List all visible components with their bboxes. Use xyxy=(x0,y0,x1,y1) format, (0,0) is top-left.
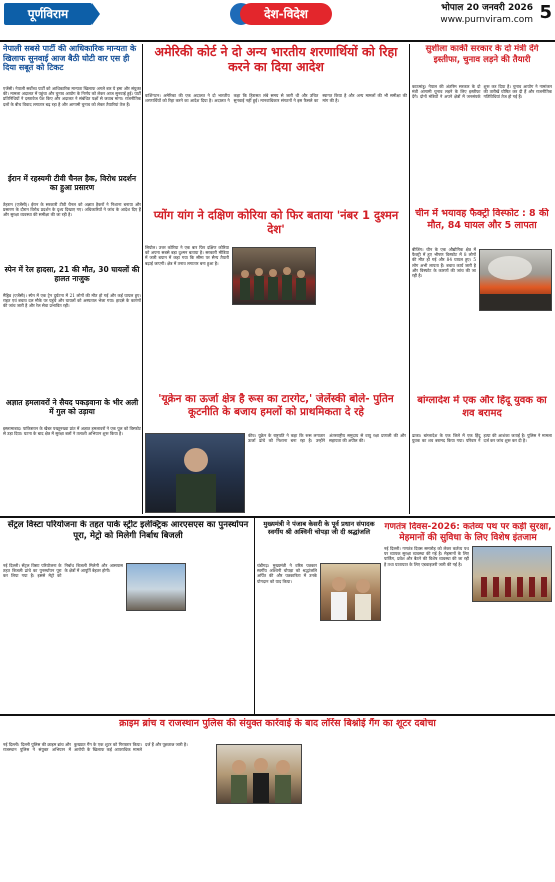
headline: स्पेन में रेल हादसा, 21 की मौत, 30 घायलों की हालत नाजुक xyxy=(4,265,140,283)
article-body-2 xyxy=(232,308,316,390)
section-rule xyxy=(0,714,555,716)
arrest-photo xyxy=(216,744,302,804)
article-us-court xyxy=(145,44,407,90)
zelensky-photo xyxy=(145,433,245,513)
article-central-vista xyxy=(3,520,253,560)
article-body: चंडीगढ़। मुख्यमंत्री ने वरिष्ठ पत्रकार स्वर्गीय अश्विनी चोपड़ा को श्रद्धांजलि अर्पित की और पत्रकारिता में उनके योगदान को याद किया। xyxy=(257,563,317,584)
article-body: इस्लामाबाद। पाकिस्तान के खैबर पख्तूनख्वा प्रांत में अज्ञात हमलावरों ने एक पुल को विस्फोट से उड़ा दिया। घटना के बाद क्षेत्र में सुरक्षा बलों ने तलाशी अभियान शुरू किया है। xyxy=(3,426,141,437)
article-china-blast xyxy=(412,208,552,244)
parade-photo xyxy=(472,546,552,602)
headline: गणतंत्र दिवस-2026: कर्तव्य पथ पर कड़ी सुरक्षा, मेहमानों की सुविधा के लिए विशेष इंतजाम xyxy=(384,522,552,543)
article-body-3 xyxy=(189,563,253,711)
article-zelensky xyxy=(145,393,407,431)
headline: सेंट्रल विस्टा परियोजना के तहत पार्क स्ट्रीट इलेक्ट्रिक आरएसएस का पुनर्स्थापन पूरा, मेट्रो को मिलेगी निर्बाध बिजली xyxy=(7,520,249,541)
article-crime-branch xyxy=(3,718,552,740)
photo-police xyxy=(217,745,302,804)
section-rule xyxy=(0,516,555,518)
article-nepal xyxy=(3,44,141,84)
article-iran xyxy=(3,174,141,200)
headline: 'यूक्रेन का ऊर्जा क्षेत्र है रूस का टारगेट,' जेलेंस्की बोले- पुतिन कूटनीति के बजाय हमलों को प्राथमिकता दे रहे xyxy=(158,393,394,418)
headline: सुशीला कार्की सरकार के दो मंत्री देंगे इस्तीफा, चुनाव लड़ने की तैयारी xyxy=(425,44,539,65)
article-body: वाशिंगटन। अमेरिका की एक अदालत ने दो भारतीय शरणार्थियों को रिहा करने का आदेश दिया है। अदालत ने कहा कि हिरासत लंबे समय से जारी थी और उचित सुनवाई नहीं हुई। मानवाधिकार संगठनों ने इस फैसले का स्वागत किया है और अन्य मामलों की भी समीक्षा की मांग की है। xyxy=(145,93,407,104)
article-spain xyxy=(3,265,141,291)
headline: अमेरिकी कोर्ट ने दो अन्य भारतीय शरणार्थियों को रिहा करने का दिया आदेश xyxy=(154,44,398,74)
article-body: सियोल। उत्तर कोरिया ने एक बार फिर दक्षिण कोरिया को अपना सबसे बड़ा दुश्मन बताया है। सरकारी मीडिया में जारी बयान में कहा गया कि सीमा पर सैन्य तैयारी बढ़ाई जाएगी। क्षेत्र में तनाव लगातार बना हुआ है। xyxy=(145,245,229,266)
date-text: भोपाल 20 जनवरी 2026 xyxy=(441,3,533,13)
article-body-2 xyxy=(126,613,186,711)
photo-people xyxy=(321,564,381,621)
photo-figures xyxy=(233,248,316,305)
headline: मुख्यमंत्री ने पंजाब केसरी के पूर्व प्रधान संपादक स्वर्गीय श्री अश्विनी चोपड़ा जी दी श्रद्धांजलि xyxy=(263,520,375,536)
headline: अज्ञात हमलावरों ने सैयद पकड़वाना के भीर अली में गुल को उड़ाया xyxy=(5,398,139,416)
page-number: 5 xyxy=(539,2,552,23)
article-nepal-ministers xyxy=(412,44,552,82)
article-body: तेहरान (एजेंसी)। ईरान के सरकारी टीवी चैनल को अज्ञात हैकरों ने निशाना बनाया और प्रसारण के दौरान विरोध प्रदर्शन के दृश्य दिखाए गए। अधिकारियों ने जांच के आदेश दिए हैं और सुरक्षा व्यवस्था की समीक्षा की जा रही है। xyxy=(3,202,141,218)
site-url: www.purnviram.com xyxy=(440,15,533,25)
section-title: देश-विदेश xyxy=(240,3,332,25)
article-body-3 xyxy=(305,742,552,880)
column-rule xyxy=(409,44,410,514)
factory-fire-photo xyxy=(479,249,552,311)
article-body: कीव। यूक्रेन के राष्ट्रपति ने कहा कि रूस लगातार ऊर्जा ढांचे को निशाना बना रहा है। उन्होंने अंतरराष्ट्रीय समुदाय से वायु रक्षा प्रणाली की और सहायता की अपील की। xyxy=(248,433,406,444)
article-body: नई दिल्ली। सेंट्रल विस्टा परियोजना के तहत बिजली ढांचे का पुनर्स्थापन पूरा कर लिया गया है। इससे मेट्रो को निर्बाध बिजली मिलेगी और आसपास के क्षेत्रों में आपूर्ति बेहतर होगी। xyxy=(3,563,123,579)
article-body-2 xyxy=(216,807,302,880)
headline: प्योंग यांग ने दक्षिण कोरिया को फिर बताया 'नंबर 1 दुश्मन देश' xyxy=(153,208,399,236)
photo-person xyxy=(146,434,245,513)
article-republic-day xyxy=(384,522,552,712)
headline: नेपाली सबसे पार्टी की आधिकारिक मान्यता के खिलाफ सुनवाई आज बैठी घोटी वार एस ही दिया सबूत को टिकट xyxy=(3,44,137,72)
column-rule xyxy=(142,44,143,514)
section-brand: पूर्णविराम xyxy=(4,3,92,25)
article-cm-tribute xyxy=(257,520,381,560)
dateline xyxy=(440,2,533,26)
article-body-2 xyxy=(479,314,552,392)
headline: चीन में भयावह फैक्ट्री विस्फोट : 8 की मौत, 84 घायल और 5 लापता xyxy=(415,208,549,231)
article-body: ढाका। बांग्लादेश के एक जिले में एक हिंदू युवक का शव बरामद किया गया। परिवार ने हत्या की आशंका जताई है। पुलिस ने मामला दर्ज कर जांच शुरू कर दी है। xyxy=(412,433,552,444)
headline: क्राइम ब्रांच व राजस्थान पुलिस की संयुक्त कार्रवाई के बाद लॉरेंस बिश्नोई गैंग का शूटर दबोचा xyxy=(119,718,436,729)
photo-parade xyxy=(473,547,552,602)
article-body: बीजिंग। चीन के एक औद्योगिक क्षेत्र में फैक्ट्री में हुए भीषण विस्फोट में 8 लोगों की मौत हो गई और 84 घायल हुए। 5 लोग अभी लापता हैं। बचाव कार्य जारी है और विस्फोट के कारणों की जांच की जा रही है। xyxy=(412,247,476,279)
soldiers-photo xyxy=(232,247,316,305)
article-north-korea xyxy=(145,208,407,242)
page-header xyxy=(0,0,555,42)
headline: बांग्लादेश में एक और हिंदू युवक का शव बरामद xyxy=(417,395,547,419)
article-body: नई दिल्ली। गणतंत्र दिवस समारोह को लेकर कर्तव्य पथ पर व्यापक सुरक्षा व्यवस्था की गई है। मेहमानों के लिए पार्किंग, प्रवेश और बैठने की विशेष व्यवस्था की जा रही है तथा यातायात के लिए एडवाइजरी जारी की गई है। xyxy=(384,546,469,567)
article-body: काठमांडू। नेपाल की अंतरिम सरकार के दो मंत्री आगामी चुनाव लड़ने के लिए इस्तीफा देंगे। दोनों मंत्रियों ने अपने क्षेत्रों में जनसंपर्क शुरू कर दिया है। चुनाव आयोग ने नामांकन की तारीखें घोषित कर दी हैं और राजनीतिक गतिविधियां तेज हो गई हैं। xyxy=(412,84,552,100)
article-body-3 xyxy=(320,245,406,390)
article-body: नई दिल्ली। दिल्ली पुलिस की क्राइम ब्रांच और राजस्थान पुलिस ने संयुक्त अभियान में कुख्यात गैंग के एक शूटर को गिरफ्तार किया। आरोपी के खिलाफ कई आपराधिक मामले दर्ज हैं और पूछताछ जारी है। xyxy=(3,742,188,753)
substation-photo xyxy=(126,563,186,611)
article-body: मैड्रिड (एजेंसी)। स्पेन में एक ट्रेन दुर्घटना में 21 लोगों की मौत हो गई और कई घायल हुए। राहत एवं बचाव दल मौके पर पहुंचे और घायलों को अस्पताल भेजा गया। हादसे के कारणों की जांच जारी है और रेल सेवा प्रभावित रही। xyxy=(3,293,141,309)
article-body-2 xyxy=(320,624,381,711)
headline: ईरान में रहस्यमी टीवी चैनल हैक, विरोध प्रदर्शन का हुआ प्रसारण xyxy=(7,174,137,192)
article-bangladesh xyxy=(412,395,552,431)
article-pakistan xyxy=(3,398,141,424)
article-body: एजेंसी। नेपाली सर्वोच्च पार्टी को आधिकारिक मान्यता खिलाफ अगले बार ये हमा और संयुक्त की। मामला अदालत में पहुंचा और चुनाव आयोग के निर्णय को लेकर आज सुनवाई हुई। पार्टी प्रतिनिधियों ने दस्तावेज पेश किए और अदालत ने संबंधित पक्षों से जवाब मांगा। राजनीतिक दलों के बीच विवाद लगातार बढ़ रहा है और आगामी चुनाव को लेकर तैयारियां तेज हैं। xyxy=(3,86,141,107)
tribute-photo xyxy=(320,563,381,621)
photo-smoke xyxy=(480,250,552,311)
column-rule-lower xyxy=(254,516,255,716)
